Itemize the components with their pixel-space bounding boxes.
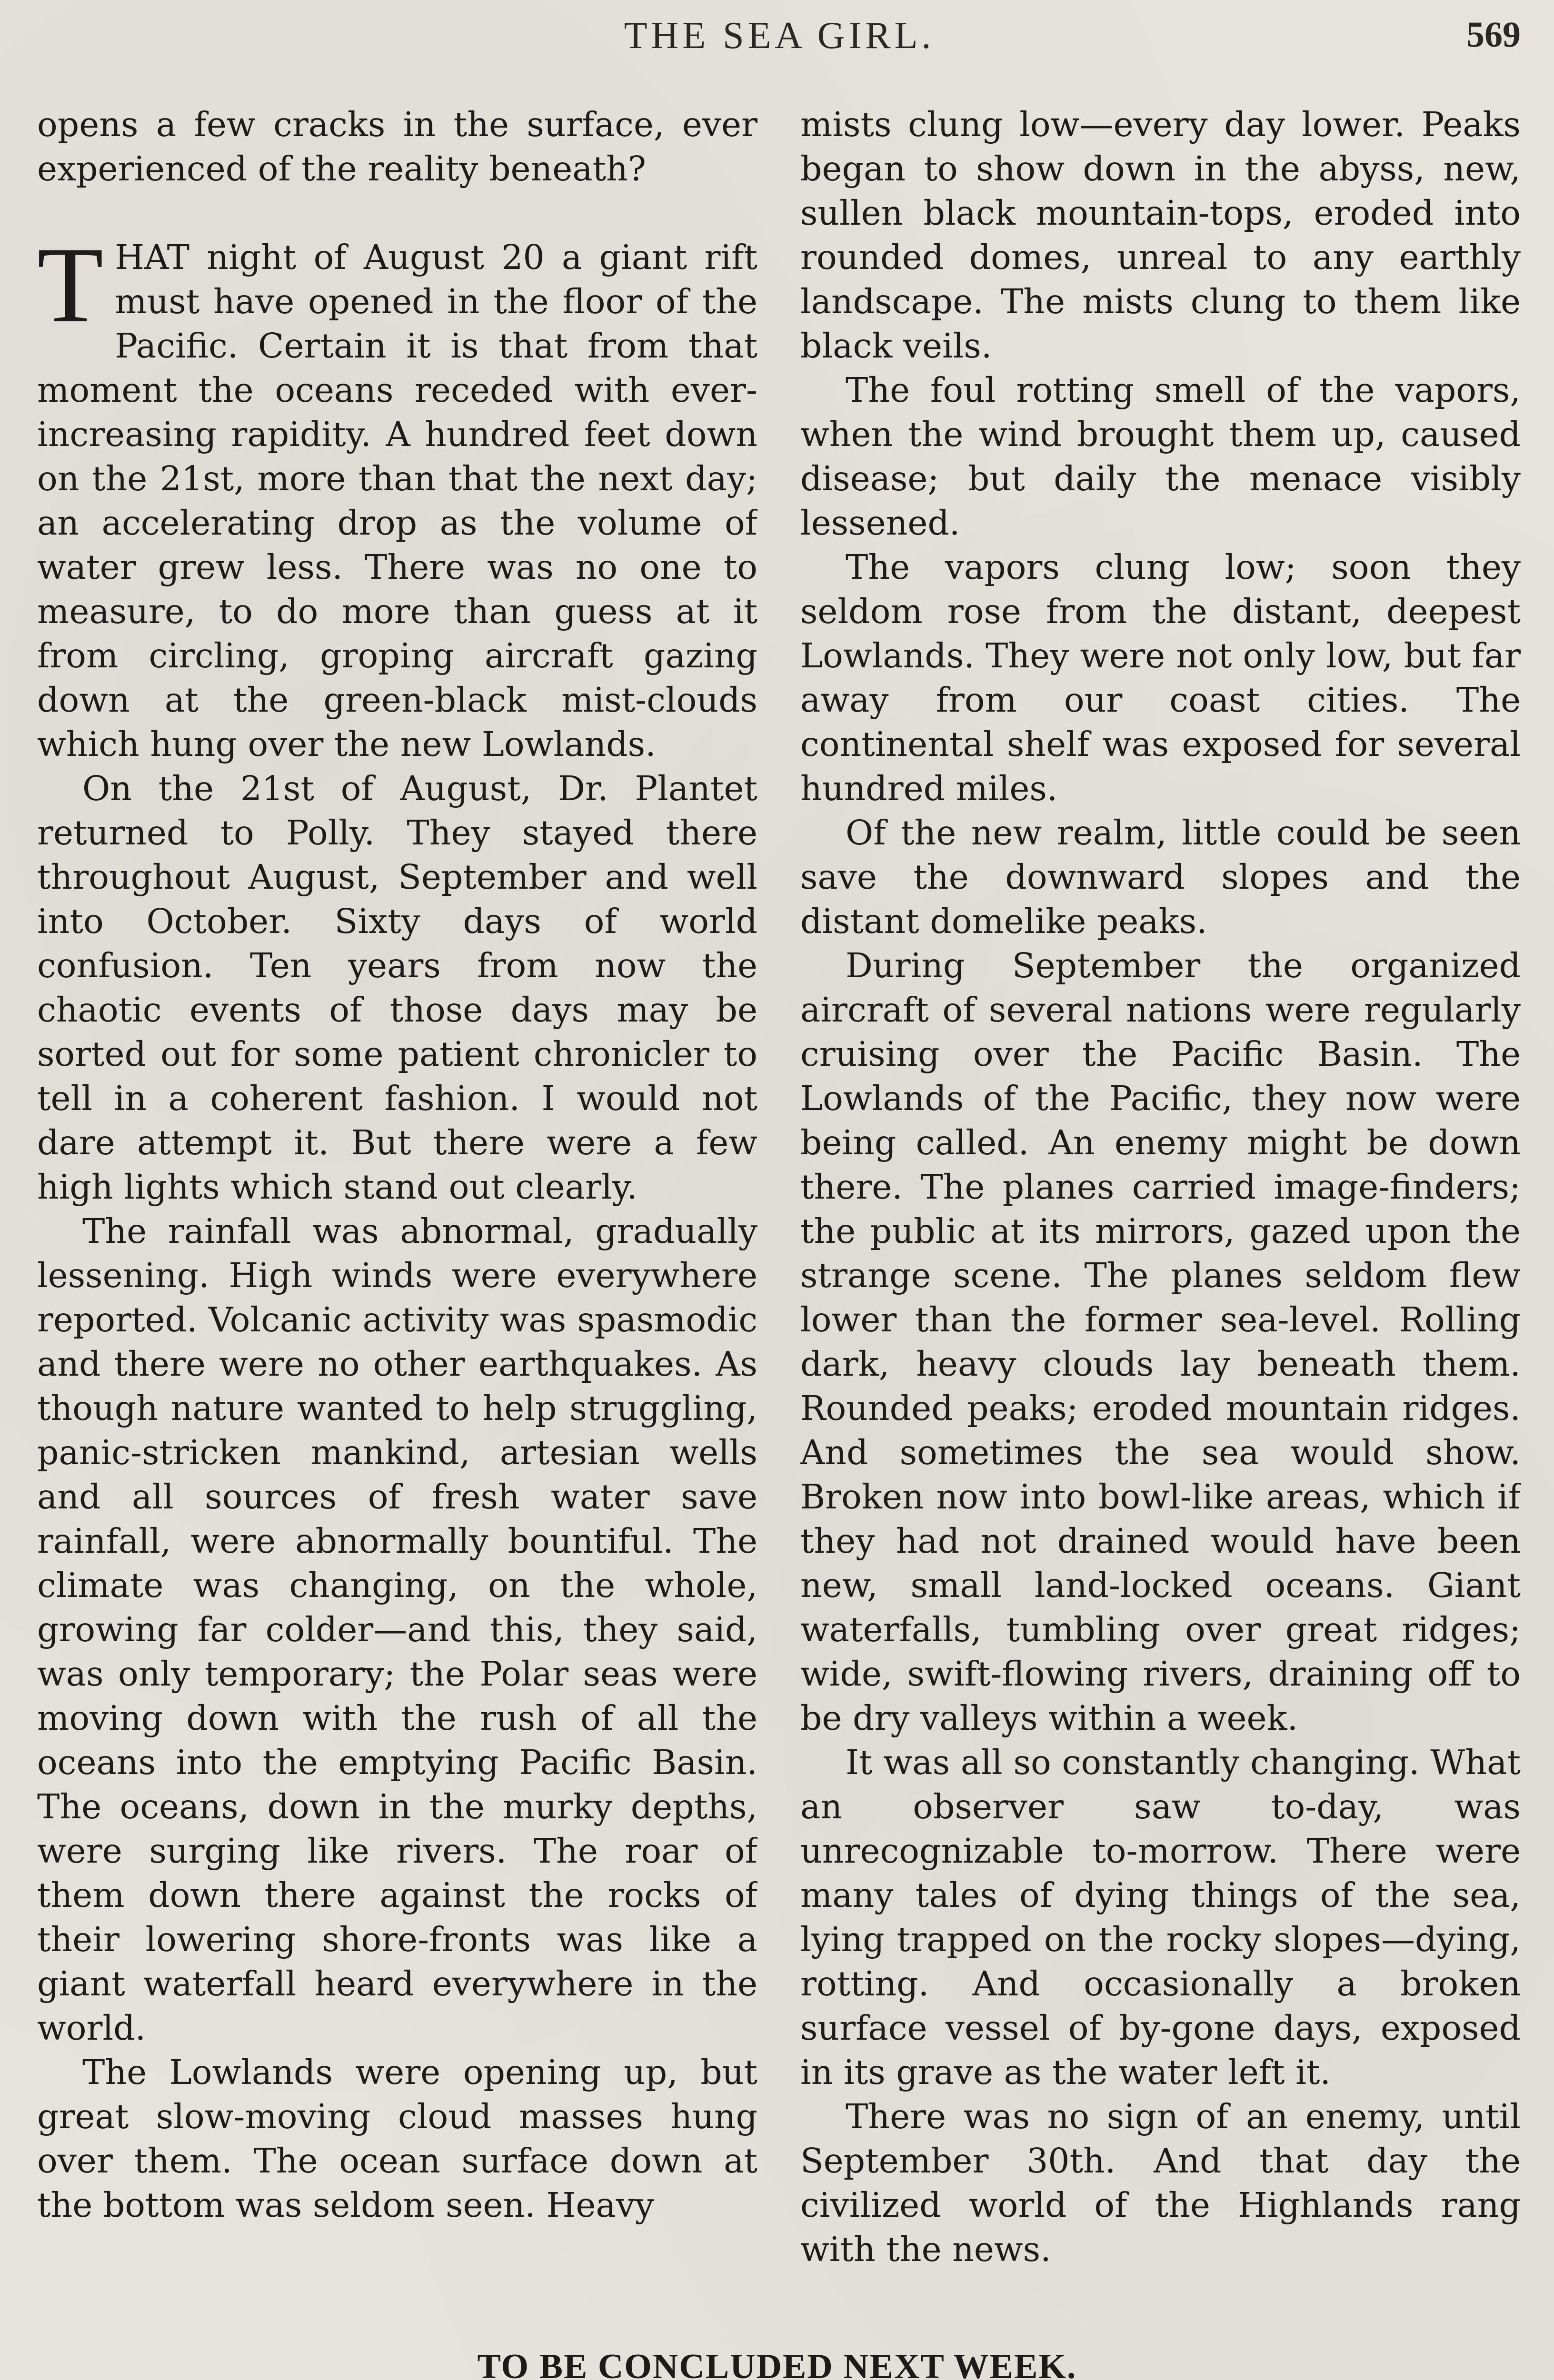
right-column <box>800 102 1521 2344</box>
running-title: THE SEA GIRL. <box>624 15 935 57</box>
paragraph: On the 21st of August, Dr. Plantet returned to Polly. They stayed there throughout August, September and well into October. Sixty days of world confusion. Ten years from now the chaotic events of those days may be sorted out for some patient chronicler to tell in a coherent fashion. I would not dare attempt it. But there were a few high lights which stand out clearly. <box>37 769 757 1207</box>
page-number: 569 <box>1466 15 1521 55</box>
paragraph: During September the organized aircraft of several nations were regularly cruising over the Pacific Basin. The Lowlands of the Pacific, they now were being called. An enemy might be down there. The planes carried image-finders; the public at its mirrors, gazed upon the strange scene. The planes seldom flew lower than the former sea-level. Rolling dark, heavy clouds lay beneath them. Rounded peaks; eroded mountain ridges. And sometimes the sea would show. Broken now into bowl-like areas, which if they had not drained would have been new, small land-locked oceans. Giant waterfalls, tumbling over great ridges; wide, swift-flowing rivers, draining off to be dry valleys within a week. <box>800 946 1521 1738</box>
page-header <box>38 14 1521 71</box>
paragraph: The Lowlands were opening up, but great slow-moving cloud masses hung over them. The ocean surface down at the bottom was seldom seen. Heavy <box>37 2053 757 2225</box>
article-columns <box>37 102 1521 2344</box>
paragraph: It was all so constantly changing. What an observer saw to-day, was unrecognizable to-morrow. There were many tales of dying things of the sea, lying trapped on the rocky slopes—dying, rotting. And occasionally a broken surface vessel of by-gone days, exposed in its grave as the water left it. <box>800 1743 1521 2092</box>
paragraph-text: HAT night of August 20 a giant rift must have opened in the floor of the Pacific. Certain it is that from that moment the oceans receded with ever-increasing rapidity. A hundred feet down on the 21st, more than that the next day; an accelerating drop as the volume of water grew less. There was no one to measure, to do more than guess at it from circling, groping aircraft gazing down at the green-black mist-clouds which hung over the new Lowlands. <box>37 238 757 764</box>
paragraph: There was no sign of an enemy, until September 30th. And that day the civilized world of the Highlands rang with the news. <box>800 2097 1521 2269</box>
paragraph: mists clung low—every day lower. Peaks began to show down in the abyss, new, sullen black mountain-tops, eroded into rounded domes, unreal to any earthly landscape. The mists clung to them like black veils. <box>800 105 1521 366</box>
paragraph: opens a few cracks in the surface, ever experienced of the reality beneath? <box>37 105 757 188</box>
section-break <box>37 191 757 235</box>
paragraph: The rainfall was abnormal, gradually lessening. High winds were everywhere reported. Volcanic activity was spasmodic and there were no other earthquakes. As though nature wanted to help struggling, panic-stricken mankind, artesian wells and all sources of fresh water save rainfall, were abnormally bountiful. The climate was changing, on the whole, growing far colder—and this, they said, was only temporary; the Polar seas were moving down with the rush of all the oceans into the emptying Pacific Basin. The oceans, down in the murky depths, were surging like rivers. The roar of them down there against the rocks of their lowering shore-fronts was like a giant waterfall heard everywhere in the world. <box>37 1211 757 2048</box>
left-column <box>37 102 757 2344</box>
paragraph: The vapors clung low; soon they seldom rose from the distant, deepest Lowlands. They were not only low, but far away from our coast cities. The continental shelf was exposed for several hundred miles. <box>800 547 1521 808</box>
continuation-note: TO BE CONCLUDED NEXT WEEK. <box>477 2347 1077 2380</box>
paragraph-with-dropcap <box>37 225 757 766</box>
paragraph: Of the new realm, little could be seen save the downward slopes and the distant domelike peaks. <box>800 813 1521 941</box>
drop-cap: T <box>37 225 104 345</box>
paragraph: The foul rotting smell of the vapors, when the wind brought them up, caused disease; but daily the menace visibly lessened. <box>800 370 1521 543</box>
